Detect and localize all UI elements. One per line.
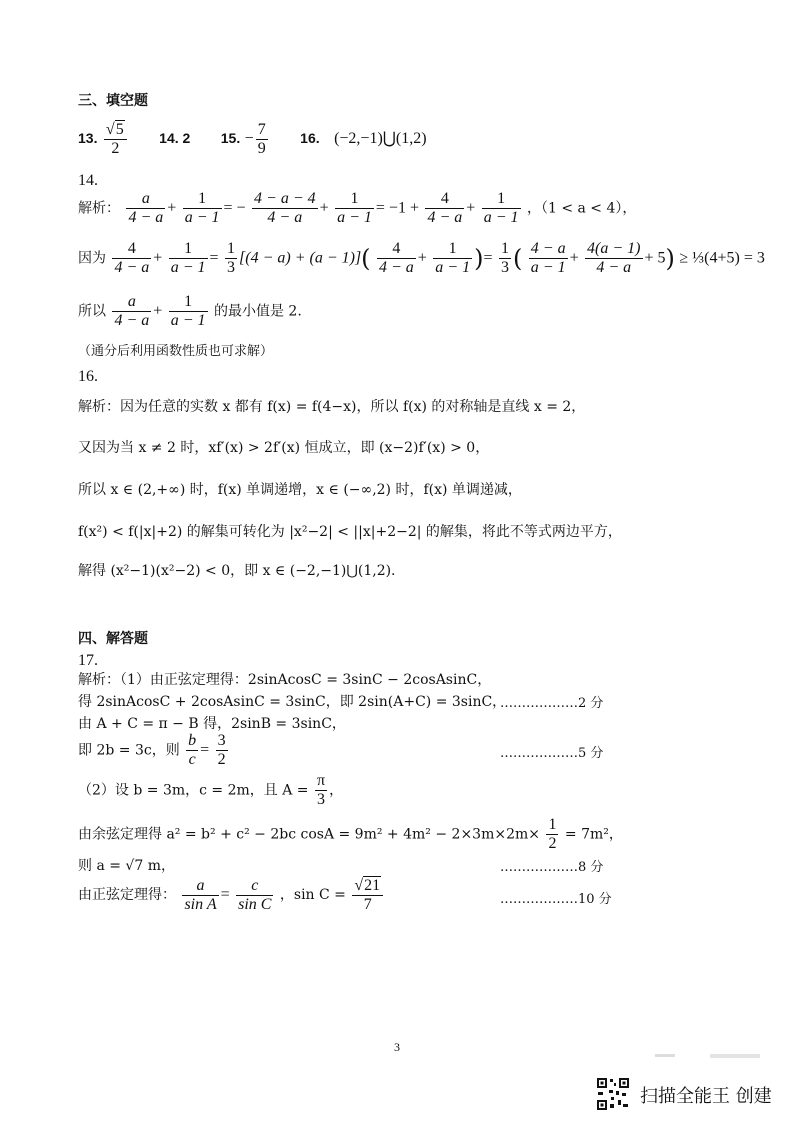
q16-label: 16. <box>78 368 98 385</box>
answer15-fraction <box>256 121 268 158</box>
q17-line8-text: 由正弦定理得： <box>78 887 176 903</box>
q17-score-8: ………………8 分 <box>500 860 604 875</box>
answer16-label: 16. <box>300 130 320 146</box>
q17-line6-tail: = 7m²， <box>564 826 623 843</box>
q17-label: 17. <box>78 652 98 669</box>
q17-frac-sqrt21-7: $\frac{√21}{7}$ <box>352 876 383 914</box>
q14-line3: 所以 $\frac{a}{4 - a}$ + $\frac{1}{a - 1}$ 的最小值是 2. <box>78 293 302 329</box>
q14-label: 14. <box>78 172 98 189</box>
qr-code-icon <box>596 1077 630 1111</box>
q16-line3: 所以 x ∈ (2,+∞) 时，f(x) 单调递增，x ∈ (−∞,2) 时，f(x) 单调递减， <box>78 482 522 498</box>
q14-minval: 的最小值是 2. <box>213 303 302 320</box>
q17-frac-pi-3: $\frac{\pi}{3}$ <box>316 772 326 808</box>
answer15-numerator: 7 <box>257 120 266 138</box>
section4-heading: 四、解答题 <box>78 630 148 646</box>
q14-so: 所以 <box>78 303 106 320</box>
q17-line6-text: 由余弦定理得 a² = b² + c² − 2bc cosA = 9m² + 4m² − 2×3m×2m× <box>78 826 540 843</box>
q16-line1: 解析：因为任意的实数 x 都有 f(x) = f(4−x)，所以 f(x) 的对称轴是直线 x = 2， <box>78 399 586 415</box>
q17-line6 <box>78 816 623 853</box>
answer13-fraction: $\frac{√5}{2}$ <box>104 120 127 158</box>
q14-condition: ，（1 < a < 4）， <box>526 200 637 217</box>
q17-line7: 则 a = √7 m， <box>78 858 175 874</box>
section3-heading: 三、填空题 <box>78 92 148 108</box>
q17-frac-3-2: $\frac{3}{2}$ <box>217 732 226 768</box>
q14-line1: 解析： $\frac{a}{4 - a}$ + $\frac{1}{a - 1}$ = − $\frac{4 - a - 4}{4 - a}$ + $\frac{1}{a - 1}$ = −1 + $\frac{4}{4 - a}$ + $\frac{1}{a - 1}$ ，（1 < a < 4）， <box>78 190 637 226</box>
q17-score-5: ………………5 分 <box>500 746 604 761</box>
q17-line3: 由 A + C = π − B 得，2sinB = 3sinC， <box>78 716 346 732</box>
q17-line5-text: （2）设 b = 3m，c = 2m，且 A = <box>78 782 309 799</box>
q17-score-2: ………………2 分 <box>500 696 604 711</box>
q14-note: （通分后利用函数性质也可求解） <box>78 344 274 359</box>
q17-frac-a-sinA: $\frac{a}{\text{sin A}}$ <box>184 876 217 913</box>
q14-tail: ≥ ⅓(4+5) = 3 <box>679 249 765 267</box>
answer15-denominator: 9 <box>257 139 266 157</box>
answer14: 14. 2 <box>159 130 191 146</box>
scanner-brand: 扫描全能王 创建 <box>640 1086 772 1107</box>
q17-line2: 得 2sinAcosC + 2cosAsinC = 3sinC，即 2sin(A+C) = 3sinC， <box>78 694 507 710</box>
answer16-value: (−2,−1)⋃(1,2) <box>334 130 427 147</box>
q14-jiexi: 解析： <box>78 200 120 217</box>
q17-score-10: ………………10 分 <box>500 892 612 907</box>
q17-line4-text: 即 2b = 3c，则 <box>78 742 180 759</box>
answer13-label: 13. <box>78 130 98 146</box>
answer13-denominator: 2 <box>111 140 120 157</box>
q17-frac-b-c: $\frac{b}{c}$ <box>188 732 197 768</box>
scan-smudge <box>655 1050 765 1062</box>
q14-line2: 因为 $\frac{4}{4 - a}$ + $\frac{1}{a - 1}$ = $\frac{1}{3}$ [(4 − a) + (a − 1)]( $\frac{4}{4 - a}$ + $\frac{1}{a - 1}$ )= $\frac{1}{3}$ ( $\frac{4 - a}{a - 1}$ + $\frac{4(a - 1)}{4 - a}$ + 5) ≥ ⅓(4+5) = 3 <box>78 240 765 276</box>
q16-line4: f(x²) < f(|x|+2) 的解集可转化为 |x²−2| < ||x|+2−2| 的解集，将此不等式两边平方， <box>78 524 622 540</box>
answer15-label: 15. <box>220 130 241 146</box>
q17-line1: 解析：（1）由正弦定理得：2sinAcosC = 3sinC − 2cosAsinC， <box>78 672 492 688</box>
q16-line2: 又因为当 x ≠ 2 时，xf′(x) > 2f′(x) 恒成立，即 (x−2)f′(x) > 0， <box>78 440 490 456</box>
q17-frac-c-sinC: $\frac{c}{\text{sin C}}$ <box>238 876 272 913</box>
q17-line4: 即 2b = 3c，则 $\frac{b}{c}$ = $\frac{3}{2}$ <box>78 732 226 768</box>
q17-line5: （2）设 b = 3m，c = 2m，且 A = $\frac{\pi}{3}$ ， <box>78 772 344 808</box>
q16-line5: 解得 (x²−1)(x²−2) < 0，即 x ∈ (−2,−1)⋃(1,2). <box>78 563 396 579</box>
answer13-numerator: 5 <box>115 121 124 138</box>
page-number: 3 <box>394 1040 400 1054</box>
q17-frac-half: $\frac{1}{2}$ <box>548 816 557 852</box>
q17-line8: 由正弦定理得： $\frac{a}{\text{sin A}}$ = $\frac{c}{\text{sin C}}$ ，sin C = $\frac{√21}{7}$ <box>78 876 385 914</box>
q17-line8-mid: ，sin C = <box>279 887 346 903</box>
q14-because: 因为 <box>78 250 106 267</box>
answers-row: 13. $\frac{√5}{2}$ 14. 2 15. − $\frac{7}{9}$ 16. (−2,−1)⋃(1,2) <box>78 120 427 157</box>
